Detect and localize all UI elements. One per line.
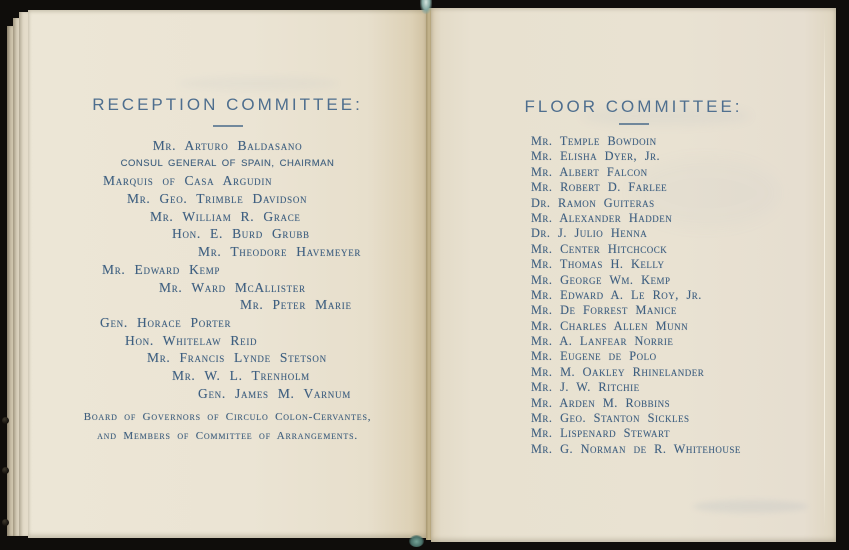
committee-member-name: Mr. Thomas H. Kelly [531,257,665,272]
committee-member-name: Marquis of Casa Argudin [103,173,273,189]
committee-member-name: Mr. M. Oakley Rhinelander [531,364,705,379]
committee-member-name: Mr. Geo. Trimble Davidson [127,191,308,207]
committee-member-name: Mr. Geo. Stanton Sickles [531,411,690,426]
committee-member-name: Dr. J. Julio Henna [531,226,648,241]
committee-member-name: Mr. Ward McAllister [159,279,306,295]
committee-member-name: Mr. De Forrest Manice [531,303,677,318]
committee-member-name: Dr. Ramon Guiteras [531,195,655,210]
committee-member-name: Mr. Edward A. Le Roy, Jr. [531,287,702,302]
committee-member-name: Mr. Lispenard Stewart [531,426,670,441]
committee-member-name: Mr. Robert D. Farlee [531,180,668,195]
committee-member-name: Mr. Theodore Havemeyer [198,244,362,260]
committee-member-name: Hon. Whitelaw Reid [125,332,258,348]
committee-member-name: Mr. Albert Falcon [531,164,648,179]
title-rule [213,125,243,127]
committee-caption: and Members of Committee of Arrangements. [97,430,358,443]
floor-committee-title: FLOOR COMMITTEE: [524,97,743,116]
right-page [431,8,836,542]
committee-member-name: Gen. Horace Porter [100,314,232,330]
binder-stud [2,467,9,474]
committee-member-name: Mr. J. W. Ritchie [531,380,640,395]
committee-member-name: Mr. Eugene de Polo [531,349,657,364]
committee-member-name: Mr. Edward Kemp [102,261,221,277]
committee-caption: Board of Governors of Circulo Colon-Cervantes, [83,411,372,424]
committee-member-name: Mr. Peter Marie [240,297,352,313]
reception-committee-list [28,137,427,446]
committee-member-name: Mr. Arden M. Robbins [531,395,671,410]
committee-member-name: Gen. James M. Varnum [198,385,351,401]
bleed-through-smudge [178,76,338,91]
committee-member-name: Mr. W. L. Trenholm [172,367,310,383]
committee-member-name: Mr. Charles Allen Munn [531,318,689,333]
left-page [28,10,427,538]
committee-member-name: Hon. E. Burd Grubb [172,226,310,242]
binding-thread-top [420,0,432,14]
floor-committee-list [431,134,836,457]
committee-member-name: Mr. Alexander Hadden [531,210,673,225]
committee-member-name: Mr. Francis Lynde Stetson [147,350,327,366]
book-gutter [426,8,431,540]
committee-member-name: Mr. G. Norman de R. Whitehouse [531,441,741,456]
binding-thread-bottom [409,535,424,547]
committee-member-name: Mr. Elisha Dyer, Jr. [531,149,661,164]
committee-member-name: Mr. Arturo Baldasano [152,138,303,153]
committee-member-name: Mr. Center Hitchcock [531,241,668,256]
title-rule [619,123,649,125]
committee-member-name: Mr. A. Lanfear Norrie [531,334,674,349]
binder-stud [2,417,9,424]
reception-committee-title: RECEPTION COMMITTEE: [92,95,363,114]
binder-stud [2,519,9,526]
committee-caption: CONSUL GENERAL OF SPAIN, CHAIRMAN [120,157,335,169]
committee-member-name: Mr. Temple Bowdoin [531,134,657,148]
bleed-through-smudge [693,500,808,513]
committee-member-name: Mr. George Wm. Kemp [531,272,671,287]
committee-member-name: Mr. William R. Grace [150,208,301,224]
